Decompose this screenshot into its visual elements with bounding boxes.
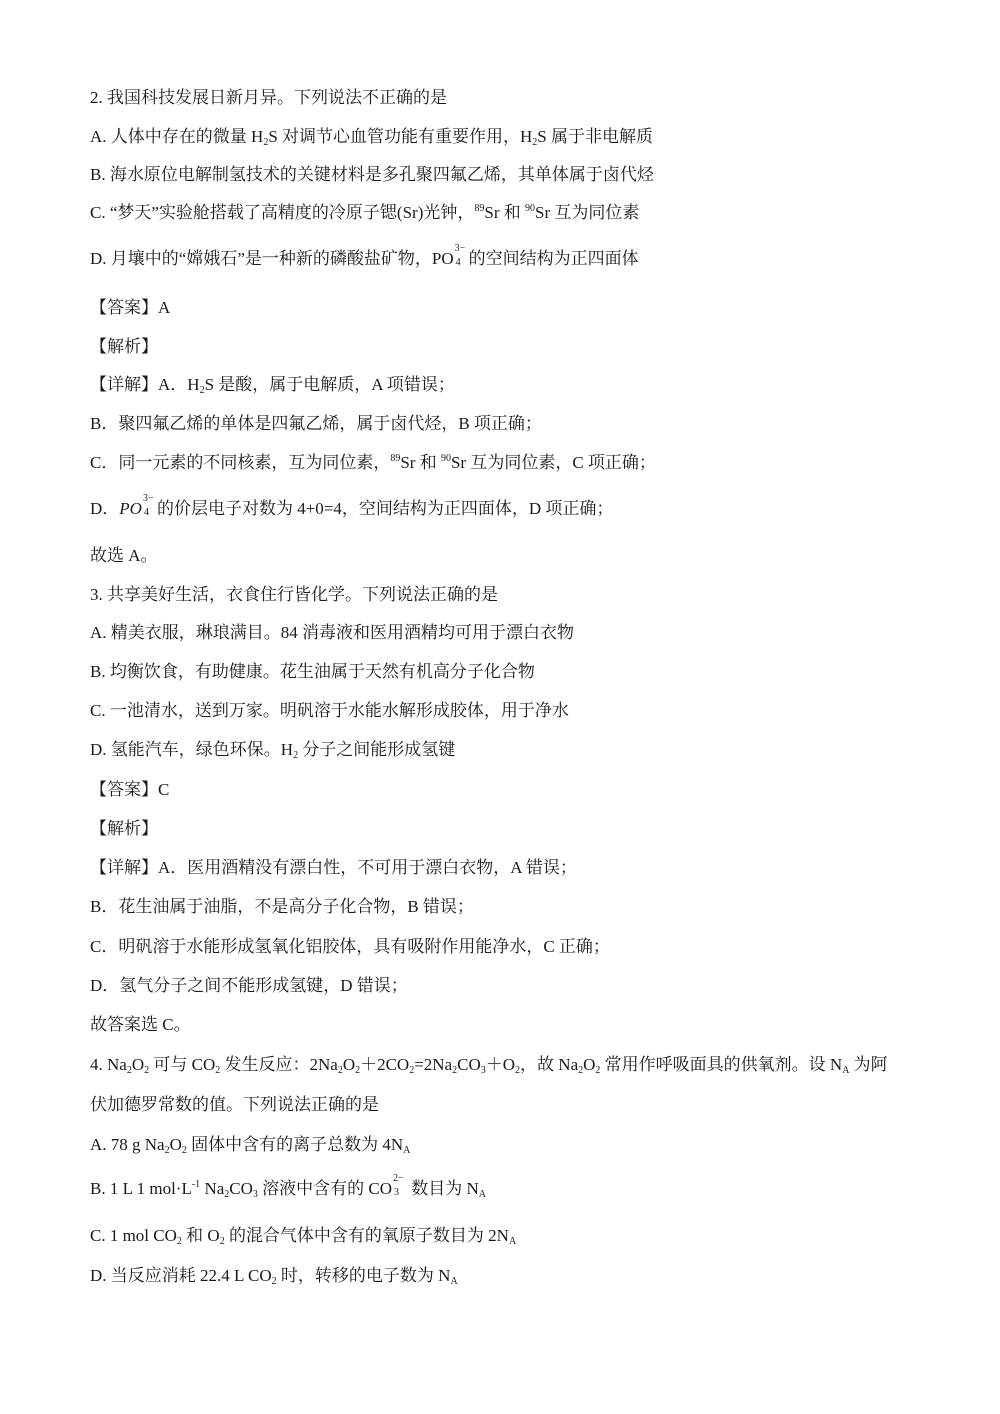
q3-analysis-heading: 【解析】: [90, 819, 158, 838]
q3-option-b: B. 均衡饮食，有助健康。花生油属于天然有机高分子化合物: [90, 662, 535, 681]
phosphate-ion-script: 3− 4: [142, 493, 154, 518]
q3-option-c: C. 一池清水，送到万家。明矾溶于水能水解形成胶体，用于净水: [90, 701, 569, 720]
q2-option-b: B. 海水原位电解制氢技术的关键材料是多孔聚四氟乙烯，其单体属于卤代烃: [90, 165, 654, 184]
phosphate-ion-script: 3− 4: [454, 243, 466, 268]
q2-option-d: D. 月壤中的“嫦娥石”是一种新的磷酸盐矿物，PO 3− 4 的空间结构为正四面体: [90, 243, 639, 268]
q4-stem-line-1: 4. $Na_2O_2$ 可与 $CO_2$ 发生反应：$2Na_2O_2+2CO_2=2Na_2CO_3+O_2$，故 $Na_2O_2$ 常用作呼吸面具的供氧剂。设 $N_A$ 为阿: [90, 1055, 888, 1076]
carbonate-ion-script: 2− 3: [393, 1173, 404, 1198]
q2-detail-c: C．同一元素的不同核素，互为同位素，$^{89}$Sr 和 $^{90}$Sr 互为同位素，C 项正确；: [90, 453, 656, 472]
q2-detail-d: D．PO 3− 4 的价层电子对数为 4+0=4，空间结构为正四面体，D 项正确；: [90, 493, 614, 518]
q2-option-c: C. “梦天”实验舱搭载了高精度的冷原子锶(Sr)光钟，$^{89}$Sr 和 $^{90}$Sr 互为同位素: [90, 203, 640, 222]
q3-option-d: D. 氢能汽车，绿色环保。$H_2$ 分子之间能形成氢键: [90, 740, 456, 761]
phosphate-formula: PO: [119, 499, 142, 518]
q4-option-a: A. 78 g $Na_2O_2$ 固体中含有的离子总数为 $4N_A$: [90, 1135, 411, 1156]
q4-stem-line-2: 伏加德罗常数的值。下列说法正确的是: [90, 1095, 379, 1114]
q4-option-b: B. 1 L 1 $mol\cdot L^{-1}$ $Na_2CO_3$ 溶液中含有的 CO 2− 3 数目为 $N_A$: [90, 1173, 487, 1200]
q2-conclusion: 故选 A。: [90, 546, 158, 565]
q3-conclusion: 故答案选 C。: [90, 1015, 191, 1034]
q2-stem: 2. 我国科技发展日新月异。下列说法不正确的是: [90, 88, 447, 107]
q2-answer: 【答案】A: [90, 298, 171, 317]
q2-detail-a: 【详解】A．$H_2S$ 是酸，属于电解质，A 项错误；: [90, 375, 455, 396]
q3-stem: 3. 共享美好生活，衣食住行皆化学。下列说法正确的是: [90, 585, 498, 604]
q4-option-c: C. 1 mol $CO_2$ 和 $O_2$ 的混合气体中含有的氧原子数目为 $2N_A$: [90, 1226, 517, 1247]
q3-detail-d: D．氢气分子之间不能形成氢键，D 错误；: [90, 976, 408, 995]
q3-option-a: A. 精美衣服，琳琅满目。84 消毒液和医用酒精均可用于漂白衣物: [90, 623, 575, 642]
q3-detail-c: C．明矾溶于水能形成氢氧化铝胶体，具有吸附作用能净水，C 正确；: [90, 937, 610, 956]
q2-option-a: A. 人体中存在的微量 $H_2S$ 对调节心血管功能有重要作用，$H_2S$ 属于非电解质: [90, 127, 654, 148]
q3-detail-a: 【详解】A．医用酒精没有漂白性，不可用于漂白衣物，A 错误；: [90, 858, 577, 877]
q3-answer: 【答案】C: [90, 780, 170, 799]
q2-analysis-heading: 【解析】: [90, 337, 158, 356]
q2-detail-b: B．聚四氟乙烯的单体是四氟乙烯，属于卤代烃，B 项正确；: [90, 414, 542, 433]
q4-option-d: D. 当反应消耗 22.4 L $CO_2$ 时，转移的电子数为 $N_A$: [90, 1266, 458, 1287]
q3-detail-b: B．花生油属于油脂，不是高分子化合物，B 错误；: [90, 897, 474, 916]
